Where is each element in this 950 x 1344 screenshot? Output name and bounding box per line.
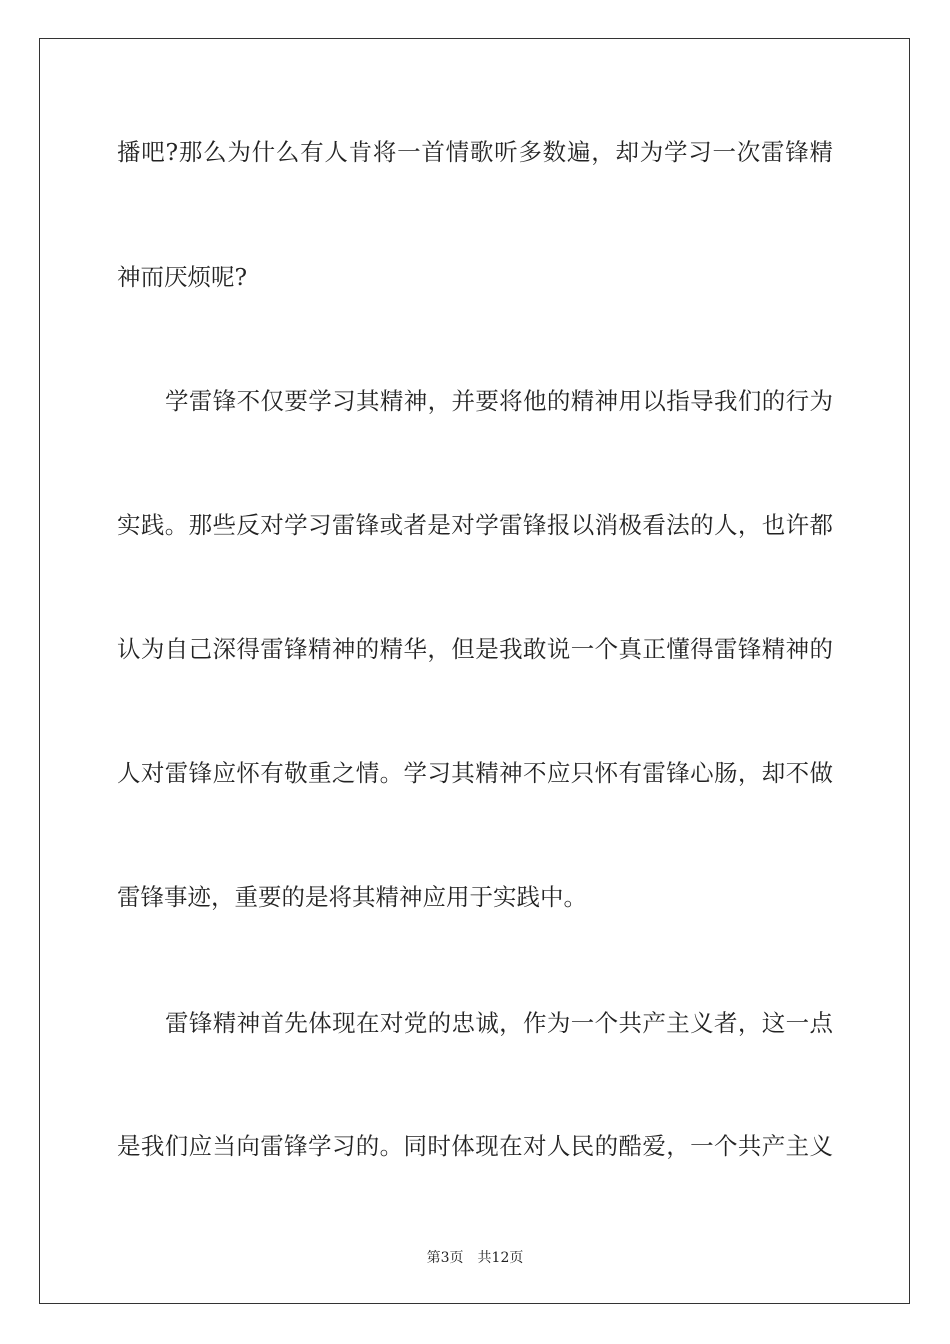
page-frame: [39, 38, 910, 1304]
text-line-7: 雷锋事迹，重要的是将其精神应用于实践中。: [117, 883, 587, 911]
text-line-8: 雷锋精神首先体现在对党的忠诚，作为一个共产主义者，这一点: [165, 1009, 833, 1037]
text-line-9: 是我们应当向雷锋学习的。同时体现在对人民的酷爱，一个共产主义: [117, 1132, 833, 1160]
page-number: 第3页: [426, 1250, 464, 1266]
text-line-3: 学雷锋不仅要学习其精神，并要将他的精神用以指导我们的行为: [165, 387, 833, 415]
page-total: 共12页: [477, 1250, 524, 1266]
page-footer: [0, 1249, 950, 1267]
text-line-4: 实践。那些反对学习雷锋或者是对学雷锋报以消极看法的人，也许都: [117, 511, 833, 539]
text-line-2: 神而厌烦呢?: [117, 263, 248, 291]
text-line-5: 认为自己深得雷锋精神的精华，但是我敢说一个真正懂得雷锋精神的: [117, 635, 833, 663]
text-line-6: 人对雷锋应怀有敬重之情。学习其精神不应只怀有雷锋心肠，却不做: [117, 759, 833, 787]
text-line-1: 播吧?那么为什么有人肯将一首情歌听多数遍，却为学习一次雷锋精: [117, 138, 833, 166]
